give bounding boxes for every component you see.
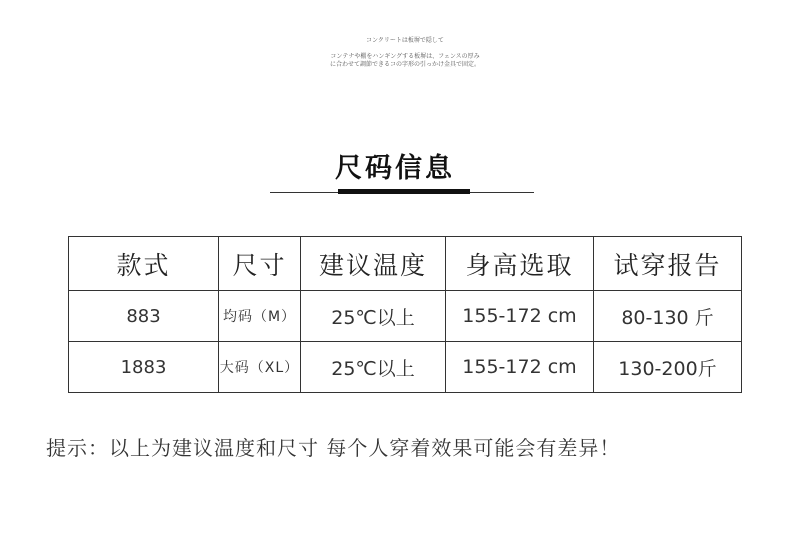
header-note-1: コンクリートは板塀で隠して — [366, 37, 444, 44]
page-title: 尺码信息 — [335, 153, 455, 184]
cell-model: 883 — [69, 291, 219, 342]
size-table — [68, 236, 742, 393]
column-header-height: 身高选取 — [446, 237, 594, 291]
column-header-report: 试穿报告 — [594, 237, 742, 291]
cell-temperature: 25℃以上 — [301, 291, 446, 342]
table-header-row — [69, 237, 742, 291]
footer-note: 提示：以上为建议温度和尺寸 每个人穿着效果可能会有差异！ — [46, 436, 621, 460]
cell-height: 155-172 cm — [446, 342, 594, 393]
cell-temperature: 25℃以上 — [301, 342, 446, 393]
cell-model: 1883 — [69, 342, 219, 393]
cell-height: 155-172 cm — [446, 291, 594, 342]
cell-report: 80-130 斤 — [594, 291, 742, 342]
header-note-3: に合わせて調節できるコの字形の引っかけ金具で固定。 — [329, 61, 480, 68]
table-row — [69, 291, 742, 342]
title-underline-bar — [338, 189, 470, 194]
cell-size: 大码（XL） — [219, 342, 301, 393]
cell-report: 130-200斤 — [594, 342, 742, 393]
column-header-temperature: 建议温度 — [301, 237, 446, 291]
column-header-model: 款式 — [69, 237, 219, 291]
header-note-2: コンテナや棚をハンギングする板塀は、フェンスの厚み — [330, 53, 480, 60]
table-row — [69, 342, 742, 393]
cell-size: 均码（M） — [219, 291, 301, 342]
column-header-size: 尺寸 — [219, 237, 301, 291]
